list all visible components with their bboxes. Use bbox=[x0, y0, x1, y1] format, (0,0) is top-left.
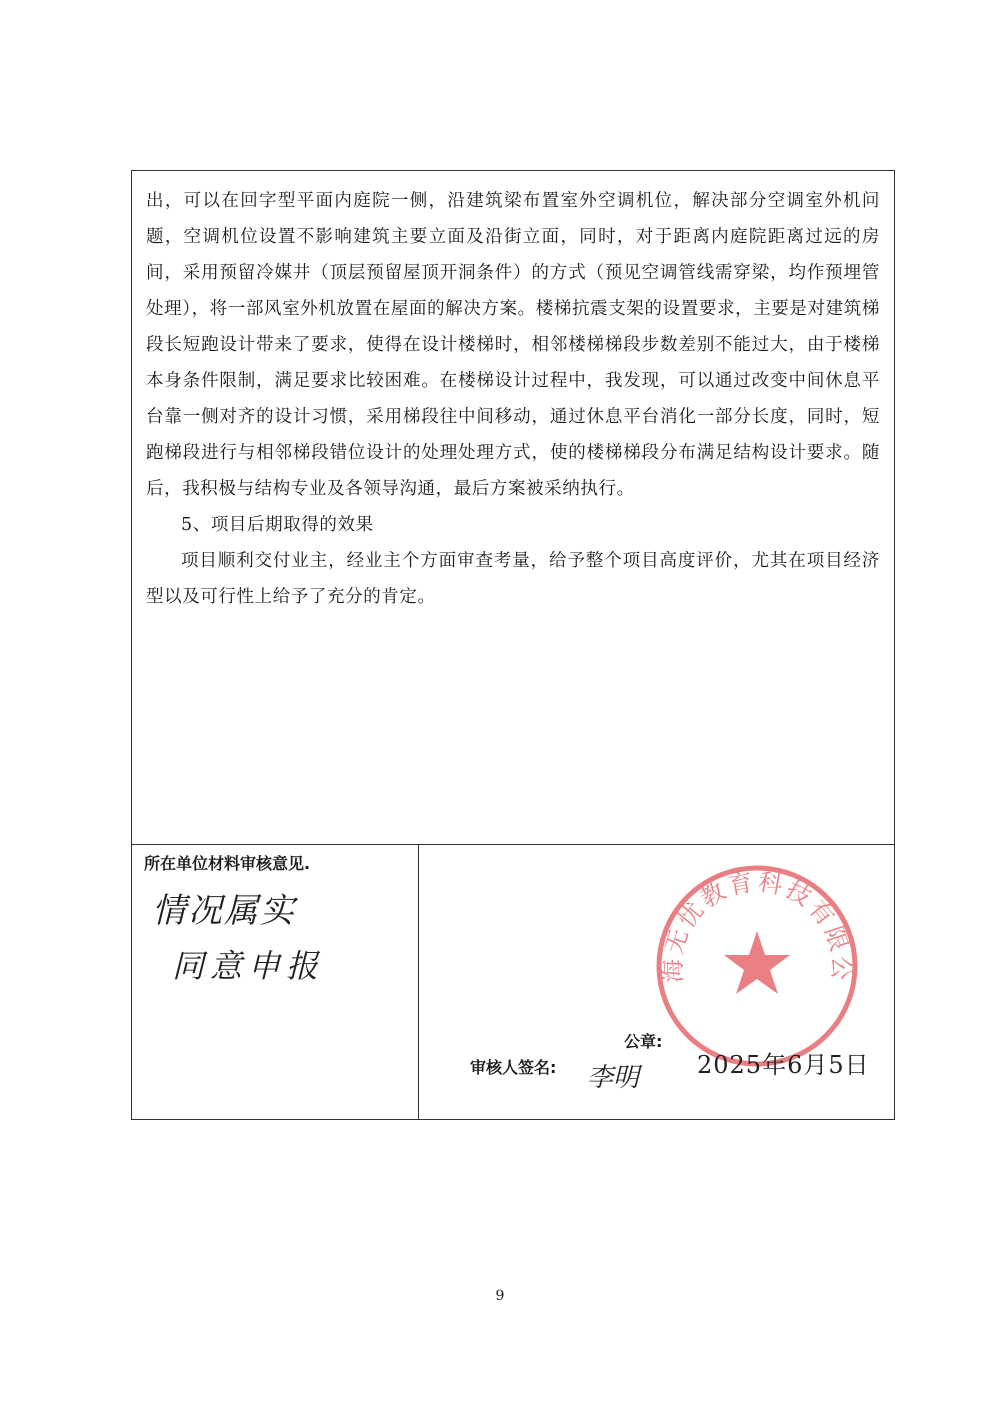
stamp-label: 公章: bbox=[624, 1032, 663, 1051]
body-text bbox=[146, 183, 880, 615]
review-date: 2025年6月5日 bbox=[697, 1051, 870, 1079]
reviewer-signature: 李明 bbox=[587, 1063, 640, 1093]
table-divider-horizontal bbox=[132, 844, 894, 845]
reviewer-signature-label: 审核人签名: bbox=[470, 1058, 557, 1077]
company-seal bbox=[652, 861, 862, 1071]
paragraph-continuation: 出，可以在回字型平面内庭院一侧，沿建筑梁布置室外空调机位，解决部分空调室外机问题，空调机位设置不影响建筑主要立面及沿街立面，同时，对于距离内庭院距离过远的房间，采用预留冷媒井（顶层预留屋顶开洞条件）的方式（预见空调管线需穿梁，均作预埋管处理），将一部风室外机放置在屋面的解决方案。楼梯抗震支架的设置要求，主要是对建筑梯段长短跑设计带来了要求，使得在设计楼梯时，相邻楼梯梯段步数差别不能过大，由于楼梯本身条件限制，满足要求比较困难。在楼梯设计过程中，我发现，可以通过改变中间休息平台靠一侧对齐的设计习惯，采用梯段往中间移动，通过休息平台消化一部分长度，同时，短跑梯段进行与相邻梯段错位设计的处理处理方式，使的楼梯梯段分布满足结构设计要求。随后，我积极与结构专业及各领导沟通，最后方案被采纳执行。 bbox=[146, 191, 880, 499]
handwritten-opinion-line1: 情况属实 bbox=[152, 891, 296, 931]
handwritten-opinion-line2: 同意申报 bbox=[172, 947, 325, 985]
paragraph-results: 项目顺利交付业主，经业主个方面审查考量，给予整个项目高度评价，尤其在项目经济型以及可行性上给予了充分的肯定。 bbox=[146, 551, 880, 607]
page-number: 9 bbox=[495, 1288, 505, 1304]
seal-text: 海无忧教育科技有限公 bbox=[658, 867, 856, 984]
review-form-table bbox=[131, 170, 895, 1120]
table-divider-vertical bbox=[418, 844, 419, 1119]
section-heading: 5、项目后期取得的效果 bbox=[181, 515, 374, 535]
seal-icon bbox=[652, 861, 862, 1071]
review-opinion-label: 所在单位材料审核意见. bbox=[144, 854, 311, 873]
